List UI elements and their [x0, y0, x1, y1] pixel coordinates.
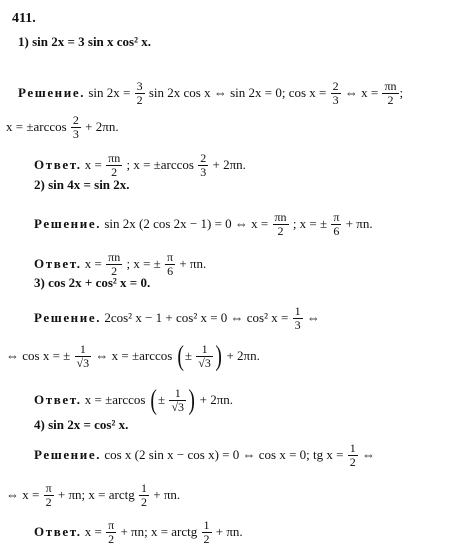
numerator: 1 [79, 342, 86, 356]
math-text: ; x = ±arccos [126, 156, 194, 172]
fraction [382, 80, 398, 108]
denominator: 3 [294, 318, 301, 333]
solution-label: Решение. [34, 446, 102, 462]
numerator: 3 [136, 79, 143, 93]
fraction [106, 519, 116, 547]
numerator: πn [384, 79, 397, 93]
right-parenthesis: ) [188, 385, 195, 416]
math-text: ; x = ± [292, 215, 328, 231]
math-text: + πn; x = arctg [120, 523, 198, 539]
task-3: 3) cos 2x + cos² x = 0. [34, 275, 151, 290]
math-text: ; [399, 84, 404, 100]
task-4: 4) sin 2x = cos² x. [34, 417, 129, 432]
answer-label: Ответ. [34, 391, 82, 407]
task-2: 2) sin 4x = sin 2x. [34, 177, 130, 192]
fraction [44, 482, 54, 510]
fraction [331, 80, 341, 108]
math-text: ± [158, 391, 166, 407]
fraction [331, 211, 341, 239]
math-text: + 2πn. [199, 391, 234, 407]
solution-2 [34, 211, 373, 239]
numerator: πn [108, 250, 121, 264]
denominator: 2 [106, 532, 116, 547]
math-text: cos x (2 sin x − cos x) = 0 ⇔ cos x = 0; tg x = [104, 446, 344, 462]
math-text: + πn. [215, 523, 243, 539]
numerator: π [167, 250, 174, 264]
fraction [135, 80, 145, 108]
denominator: 3 [72, 127, 79, 142]
numerator: 2 [72, 113, 79, 127]
numerator: π [45, 481, 52, 495]
math-text: ⇔ cos x = ± [6, 347, 71, 363]
denominator: √3 [198, 356, 211, 371]
left-parenthesis: ( [176, 341, 184, 372]
solution-label: Решение. [34, 309, 102, 325]
math-text: + 2πn. [85, 118, 119, 134]
denominator: 2 [136, 93, 143, 108]
answer-label: Ответ. [34, 255, 82, 271]
fraction [71, 114, 81, 142]
answer-1 [34, 152, 246, 180]
solution-label: Решение. [18, 84, 86, 100]
denominator: √3 [171, 400, 185, 415]
fraction [293, 305, 303, 333]
answer-3 [34, 387, 233, 415]
denominator: 2 [273, 224, 289, 239]
numerator: πn [274, 210, 287, 224]
denominator: 2 [203, 532, 210, 547]
denominator: 2 [106, 165, 122, 180]
fraction [169, 387, 186, 415]
math-text: ⇔ x = [6, 486, 40, 502]
answer-label: Ответ. [34, 523, 82, 539]
numerator: π [108, 518, 115, 532]
math-text: + πn. [153, 486, 181, 502]
fraction [202, 519, 212, 547]
math-text: + 2πn. [212, 156, 246, 172]
solution-1-line-1 [18, 80, 403, 108]
fraction [198, 152, 208, 180]
denominator: 6 [165, 264, 175, 279]
math-text: 2cos² x − 1 + cos² x = 0 ⇔ cos² x = [104, 309, 289, 325]
fraction [273, 211, 289, 239]
left-parenthesis: ( [150, 385, 157, 416]
denominator: 2 [106, 264, 122, 279]
numerator: 2 [332, 79, 339, 93]
answer-label: Ответ. [34, 156, 82, 172]
numerator: 1 [294, 304, 301, 318]
math-text: x = ±arccos [6, 118, 67, 134]
math-text: + 2πn. [226, 347, 260, 363]
solution-3-line-2 [6, 343, 260, 371]
math-text: sin 2x cos x ⇔ sin 2x = 0; cos x = [148, 84, 327, 100]
numerator: π [333, 210, 340, 224]
math-text: x = [84, 255, 102, 271]
math-text: x = [84, 523, 102, 539]
math-text: sin 2x = [88, 84, 131, 100]
fraction [348, 442, 358, 470]
fraction [165, 251, 175, 279]
math-text: + πn. [179, 255, 207, 271]
answer-4 [34, 519, 243, 547]
denominator: 6 [331, 224, 341, 239]
math-text: ⇔ [361, 446, 375, 462]
denominator: 2 [382, 93, 398, 108]
math-text: ⇔ x = [344, 84, 379, 100]
math-text: ; x = ± [126, 255, 161, 271]
numerator: 1 [203, 518, 210, 532]
math-text: ⇔ x = ±arccos [95, 347, 173, 363]
task-1: 1) sin 2x = 3 sin x cos² x. [18, 34, 152, 49]
numerator: 1 [140, 481, 147, 495]
solution-1-line-2 [6, 114, 119, 142]
math-text: sin 2x (2 cos 2x − 1) = 0 ⇔ x = [104, 215, 269, 231]
numerator: 1 [174, 386, 181, 400]
denominator: √3 [76, 356, 90, 371]
solution-label: Решение. [34, 215, 102, 231]
math-text: ⇔ [306, 309, 320, 325]
numerator: πn [108, 151, 121, 165]
fraction [75, 343, 92, 371]
numerator: 1 [201, 342, 208, 356]
denominator: 2 [140, 495, 147, 510]
fraction [196, 343, 213, 371]
denominator: 2 [44, 495, 54, 510]
fraction [106, 152, 122, 180]
problem-number: 411. [12, 11, 36, 26]
denominator: 3 [332, 93, 339, 108]
solution-4-line-1 [34, 442, 375, 470]
math-text: x = [84, 156, 102, 172]
numerator: 1 [349, 441, 356, 455]
solution-4-line-2 [6, 482, 180, 510]
fraction [139, 482, 149, 510]
denominator: 2 [349, 455, 356, 470]
math-text: ± [184, 347, 193, 363]
math-text: x = ±arccos [84, 391, 146, 407]
right-parenthesis: ) [215, 341, 222, 372]
denominator: 3 [200, 165, 207, 180]
solution-3-line-1 [34, 305, 320, 333]
numerator: 2 [200, 151, 207, 165]
math-text: + πn. [345, 215, 373, 231]
math-text: + πn; x = arctg [57, 486, 135, 502]
